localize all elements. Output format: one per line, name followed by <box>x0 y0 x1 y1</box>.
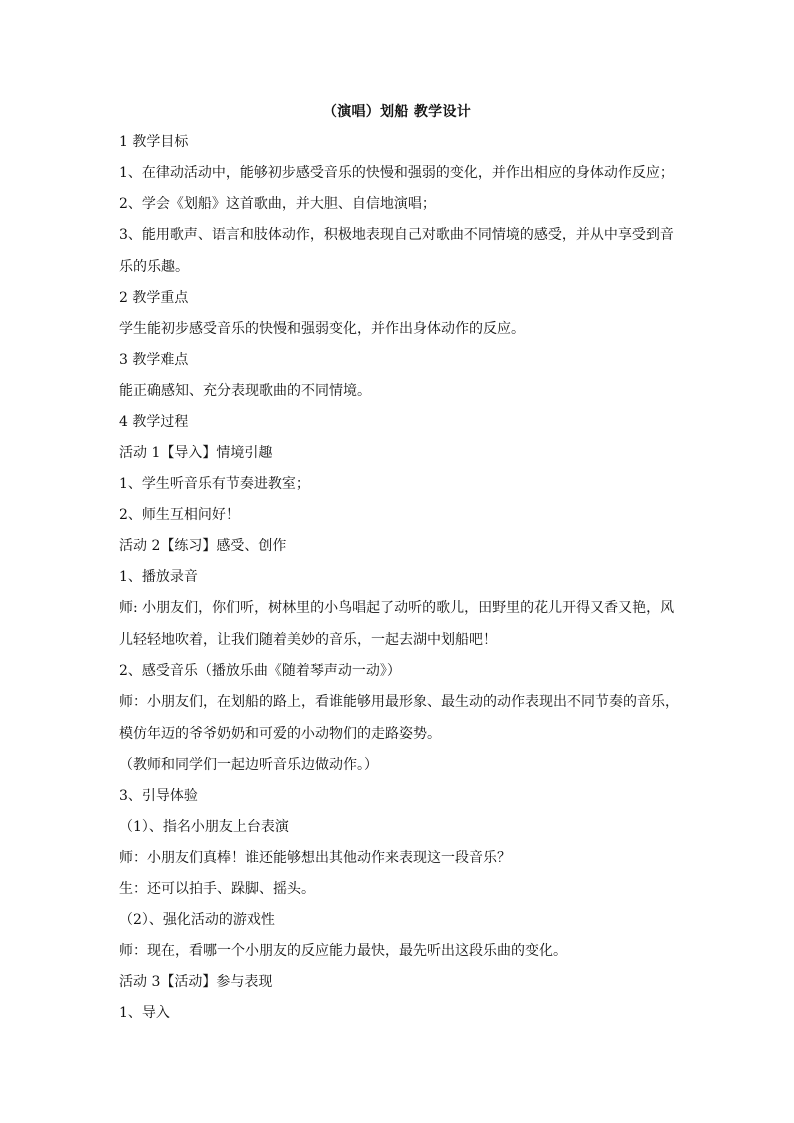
text-line: 2、学会《划船》这首歌曲，并大胆、自信地演唱； <box>119 196 436 212</box>
text-line: 1、播放录音 <box>119 569 198 585</box>
text-line: 能正确感知、充分表现歌曲的不同情境。 <box>119 383 371 399</box>
document-body <box>119 132 679 1034</box>
paragraph <box>119 598 679 650</box>
text-line: 3、引导体验 <box>119 788 198 804</box>
paragraph-line: 3、能用歌声、语言和肢体动作，积极地表现自己对歌曲不同情境的感受，并从中享受到音 <box>119 227 674 243</box>
text-line: 4 教学过程 <box>119 414 189 430</box>
text-line: 2、师生互相问好！ <box>119 507 240 523</box>
text-line: 师：小朋友们真棒！谁还能够想出其他动作来表现这一段音乐？ <box>119 850 511 866</box>
paragraph-line: 师: 小朋友们，你们听，树林里的小鸟唱起了动听的歌儿，田野里的花儿开得又香又艳，风 <box>119 600 675 616</box>
text-line: 活动 3【活动】参与表现 <box>119 974 273 990</box>
text-line: 活动 2【练习】感受、创作 <box>119 538 287 554</box>
paragraph-line: 师：小朋友们，在划船的路上，看谁能够用最形象、最生动的动作表现出不同节奏的音乐， <box>119 694 679 710</box>
text-line: 1、学生听音乐有节奏进教室； <box>119 476 310 492</box>
text-line: 学生能初步感受音乐的快慢和强弱变化，并作出身体动作的反应。 <box>119 321 525 337</box>
text-line: （2）、强化活动的游戏性 <box>119 912 275 928</box>
text-line: 3 教学难点 <box>119 352 189 368</box>
text-line: 师：现在，看哪一个小朋友的反应能力最快，最先听出这段乐曲的变化。 <box>119 943 567 959</box>
text-line: 1、导入 <box>119 1005 170 1021</box>
text-line: 生：还可以拍手、跺脚、摇头。 <box>119 881 315 897</box>
text-line: （教师和同学们一起边听音乐边做动作。） <box>119 757 378 773</box>
paragraph-line: 模仿年迈的爷爷奶奶和可爱的小动物们的走路姿势。 <box>119 726 441 742</box>
text-line: 1 教学目标 <box>119 134 189 150</box>
paragraph-line: 儿轻轻地吹着，让我们随着美妙的音乐，一起去湖中划船吧！ <box>119 632 497 648</box>
document-title: （演唱）划船 教学设计 <box>322 104 472 120</box>
paragraph <box>119 225 679 277</box>
paragraph-line: 乐的乐趣。 <box>119 259 189 275</box>
text-line: 2、感受音乐（播放乐曲《随着琴声动一动》） <box>119 663 401 679</box>
text-line: 2 教学重点 <box>119 290 189 306</box>
text-line: 活动 1【导入】情境引趣 <box>119 445 273 461</box>
text-line: 1、在律动活动中，能够初步感受音乐的快慢和强弱的变化，并作出相应的身体动作反应； <box>119 165 674 181</box>
text-line: （1）、指名小朋友上台表演 <box>119 819 289 835</box>
paragraph <box>119 692 679 744</box>
